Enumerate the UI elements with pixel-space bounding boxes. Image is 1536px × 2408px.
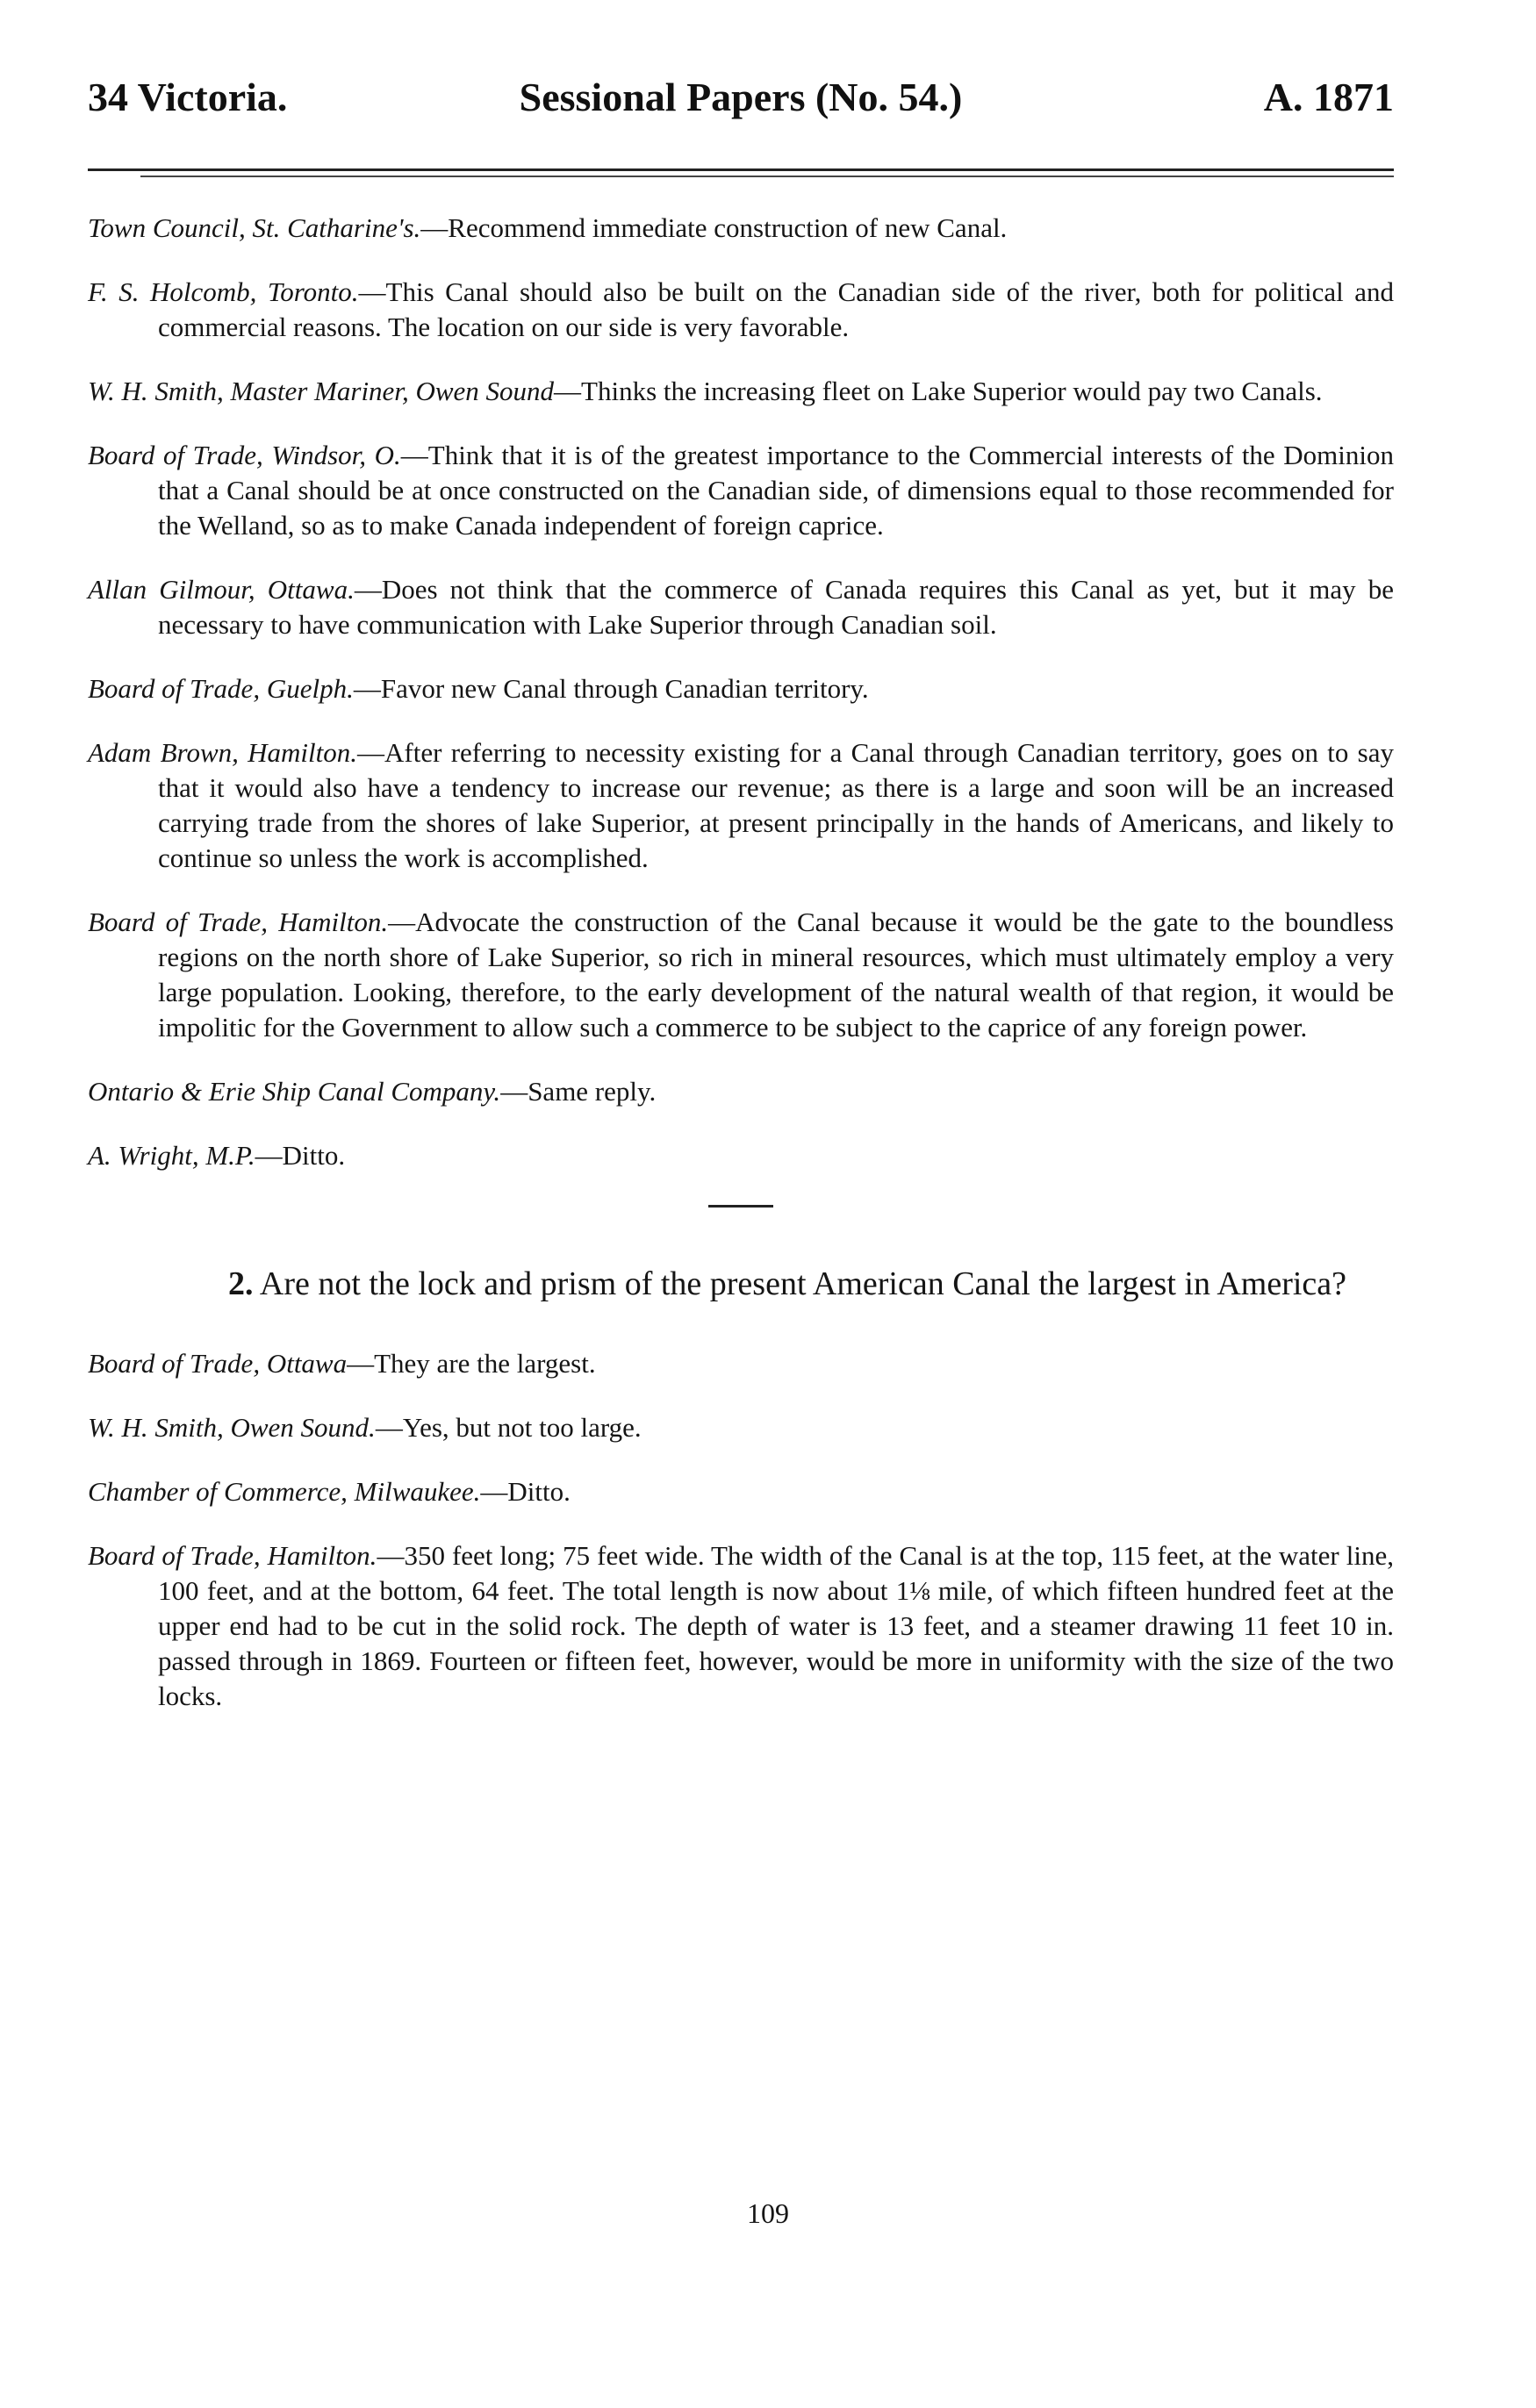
response-text: —Think that it is of the greatest importance to the Commercial interests of the Dominion that a Canal should be at once constructed on the Canadian side, of dimensions equal to those recommended for the Welland, so as to make Canada independent of foreign caprice. bbox=[158, 440, 1395, 541]
response-text: —They are the largest. bbox=[347, 1348, 596, 1379]
response-entry bbox=[88, 438, 1394, 543]
response-entry bbox=[88, 1074, 1394, 1109]
response-entry bbox=[88, 1410, 1394, 1445]
page-number: 109 bbox=[747, 2197, 789, 2229]
response-entry bbox=[88, 572, 1394, 642]
response-entry bbox=[88, 1474, 1394, 1509]
response-text: —Same reply. bbox=[500, 1076, 657, 1107]
respondent: W. H. Smith, Master Mariner, Owen Sound bbox=[88, 376, 555, 406]
response-text: —Ditto. bbox=[480, 1476, 571, 1507]
respondent: W. H. Smith, Owen Sound. bbox=[88, 1412, 376, 1443]
response-text: —Thinks the increasing fleet on Lake Superior would pay two Canals. bbox=[554, 376, 1323, 406]
response-entry bbox=[88, 211, 1394, 246]
response-text: —This Canal should also be built on the Canadian side of the river, both for political and commercial reasons. The location on our side is very favorable. bbox=[158, 276, 1394, 342]
response-entry bbox=[88, 1346, 1394, 1381]
respondent: F. S. Holcomb, Toronto. bbox=[88, 276, 359, 307]
respondent: A. Wright, M.P. bbox=[88, 1140, 255, 1171]
header-title: Sessional Papers (No. 54.) bbox=[519, 75, 963, 119]
question-text: Are not the lock and prism of the present American Canal the largest in America? bbox=[259, 1265, 1347, 1302]
question-number: 2. bbox=[228, 1265, 254, 1302]
response-entry bbox=[88, 905, 1394, 1045]
respondent: Board of Trade, Hamilton. bbox=[88, 907, 389, 937]
respondent: Board of Trade, Ottawa bbox=[88, 1348, 348, 1379]
running-header bbox=[88, 74, 1394, 144]
respondent: Chamber of Commerce, Milwaukee. bbox=[88, 1476, 481, 1507]
header-year: A. 1871 bbox=[1263, 75, 1394, 119]
response-text: —Recommend immediate construction of new Canal. bbox=[420, 212, 1008, 243]
respondent: Town Council, St. Catharine's. bbox=[88, 212, 421, 243]
respondent: Allan Gilmour, Ottawa. bbox=[88, 574, 355, 605]
respondent: Board of Trade, Hamilton. bbox=[88, 1540, 377, 1571]
response-text: —Yes, but not too large. bbox=[375, 1412, 642, 1443]
response-text: —Advocate the construction of the Canal because it would be the gate to the boundless regions on the north shore of Lake Superior, so rich in mineral resources, which must ultimately employ a very large population. Looking, therefore, to the early development of the natural wealth of that region, it would be impolitic for the Government to allow such a commerce to be subject to the caprice of any foreign power. bbox=[158, 907, 1394, 1043]
section-divider bbox=[708, 1205, 773, 1208]
response-entry bbox=[88, 1138, 1394, 1173]
response-entry bbox=[88, 374, 1394, 409]
response-entry bbox=[88, 671, 1394, 706]
response-entry bbox=[88, 735, 1394, 876]
question-heading bbox=[88, 1264, 1394, 1304]
page-body bbox=[88, 211, 1394, 1743]
header-rule-thin bbox=[140, 176, 1394, 177]
response-text: —Ditto. bbox=[255, 1140, 346, 1171]
header-rule bbox=[88, 168, 1394, 171]
header-session: 34 Victoria. bbox=[88, 75, 288, 119]
response-entry bbox=[88, 1538, 1394, 1714]
respondent: Adam Brown, Hamilton. bbox=[88, 737, 358, 768]
response-text: —Favor new Canal through Canadian territory. bbox=[353, 673, 869, 704]
response-text: —Does not think that the commerce of Canada requires this Canal as yet, but it may be necessary to have communication with Lake Superior through Canadian soil. bbox=[158, 574, 1394, 640]
respondent: Ontario & Erie Ship Canal Company. bbox=[88, 1076, 501, 1107]
response-entry bbox=[88, 275, 1394, 345]
respondent: Board of Trade, Windsor, O. bbox=[88, 440, 401, 470]
respondent: Board of Trade, Guelph. bbox=[88, 673, 354, 704]
response-text: —350 feet long; 75 feet wide. The width of the Canal is at the top, 115 feet, at the water line, 100 feet, and at the bottom, 64 feet. The total length is now about 1⅛ mile, of which fifteen hundred feet at the upper end had to be cut in the solid rock. The depth of water is 13 feet, and a steamer drawing 11 feet 10 in. passed through in 1869. Fourteen or fifteen feet, however, would be more in uniformity with the size of the two locks. bbox=[158, 1540, 1394, 1711]
response-text: —After referring to necessity existing for a Canal through Canadian territory, goes on to say that it would also have a tendency to increase our revenue; as there is a large and soon will be an increased carrying trade from the shores of lake Superior, at present principally in the hands of Americans, and likely to continue so unless the work is accomplished. bbox=[158, 737, 1394, 873]
